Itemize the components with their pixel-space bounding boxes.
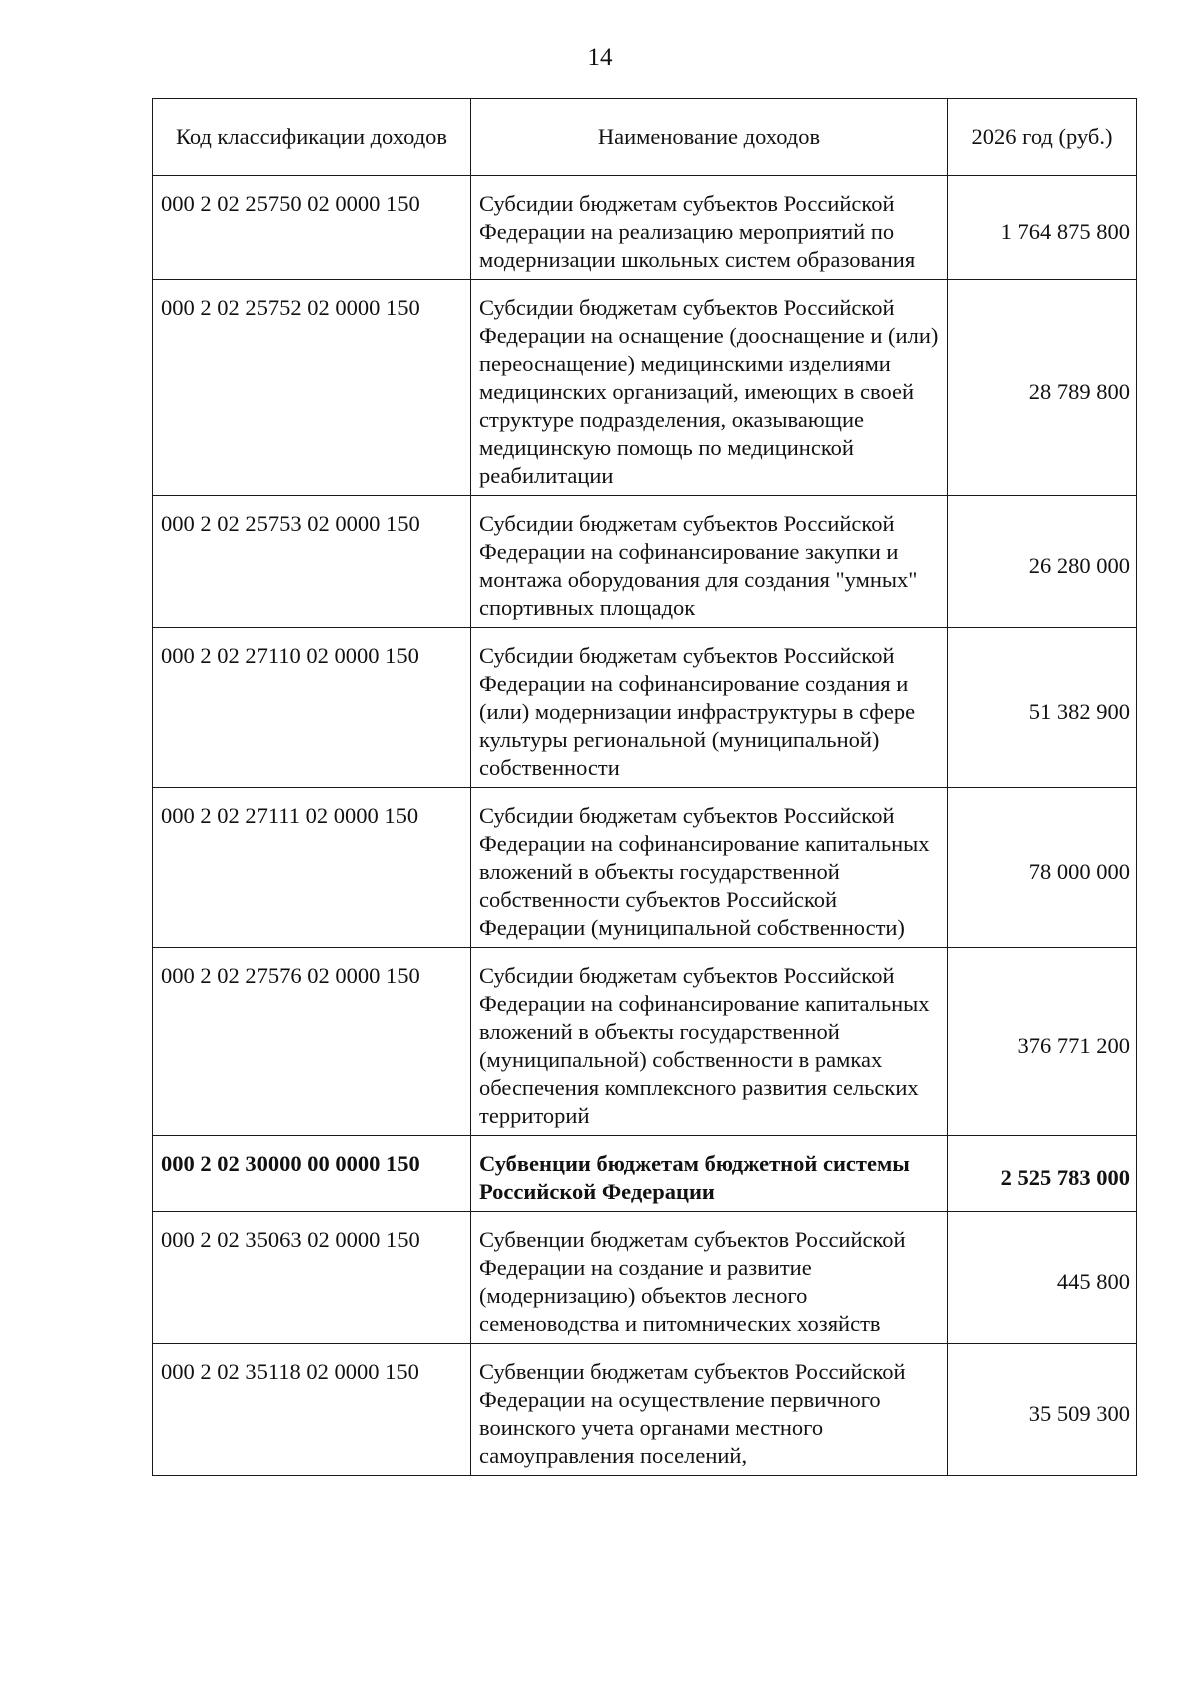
row-code: 000 2 02 27576 02 0000 150	[153, 948, 471, 1136]
table-row	[153, 628, 1137, 788]
row-amount: 78 000 000	[948, 788, 1137, 948]
table-row	[153, 948, 1137, 1136]
row-name: Субсидии бюджетам субъектов Российской Федерации на софинансирование создания и (или) модернизации инфраструктуры в сфере культуры региональной (муниципальной) собственности	[471, 628, 948, 788]
table-row-subtotal	[153, 1136, 1137, 1212]
row-amount: 51 382 900	[948, 628, 1137, 788]
row-code: 000 2 02 27111 02 0000 150	[153, 788, 471, 948]
row-code: 000 2 02 25752 02 0000 150	[153, 280, 471, 496]
row-amount: 26 280 000	[948, 496, 1137, 628]
row-code: 000 2 02 25753 02 0000 150	[153, 496, 471, 628]
row-name: Субсидии бюджетам субъектов Российской Федерации на софинансирование капитальных вложений в объекты государственной (муниципальной) собственности в рамках обеспечения комплексного развития сельских территорий	[471, 948, 948, 1136]
row-name: Субвенции бюджетам субъектов Российской Федерации на создание и развитие (модернизацию) объектов лесного семеноводства и питомнических хозяйств	[471, 1212, 948, 1344]
row-amount: 28 789 800	[948, 280, 1137, 496]
header-amount: 2026 год (руб.)	[948, 99, 1137, 176]
row-amount: 376 771 200	[948, 948, 1137, 1136]
page-number: 14	[587, 44, 613, 71]
table-row	[153, 1212, 1137, 1344]
row-code: 000 2 02 25750 02 0000 150	[153, 176, 471, 280]
table-row	[153, 1344, 1137, 1476]
row-name: Субсидии бюджетам субъектов Российской Федерации на оснащение (дооснащение и (или) переоснащение) медицинскими изделиями медицинских организаций, имеющих в своей структуре подразделения, оказывающие медицинскую помощь по медицинской реабилитации	[471, 280, 948, 496]
row-name: Субсидии бюджетам субъектов Российской Федерации на софинансирование закупки и монтажа оборудования для создания "умных" спортивных площадок	[471, 496, 948, 628]
table-row	[153, 496, 1137, 628]
header-code: Код классификации доходов	[153, 99, 471, 176]
row-name: Субсидии бюджетам субъектов Российской Федерации на софинансирование капитальных вложений в объекты государственной собственности субъектов Российской Федерации (муниципальной собственности)	[471, 788, 948, 948]
row-code: 000 2 02 27110 02 0000 150	[153, 628, 471, 788]
table-row	[153, 788, 1137, 948]
revenue-table	[152, 98, 1137, 1476]
row-amount: 2 525 783 000	[948, 1136, 1137, 1212]
table-row	[153, 280, 1137, 496]
row-amount: 1 764 875 800	[948, 176, 1137, 280]
header-name: Наименование доходов	[471, 99, 948, 176]
row-name: Субвенции бюджетам субъектов Российской Федерации на осуществление первичного воинского учета органами местного самоуправления поселений,	[471, 1344, 948, 1476]
row-amount: 35 509 300	[948, 1344, 1137, 1476]
row-code: 000 2 02 35118 02 0000 150	[153, 1344, 471, 1476]
row-code: 000 2 02 35063 02 0000 150	[153, 1212, 471, 1344]
table-row	[153, 176, 1137, 280]
row-code: 000 2 02 30000 00 0000 150	[153, 1136, 471, 1212]
row-name: Субсидии бюджетам субъектов Российской Федерации на реализацию мероприятий по модернизации школьных систем образования	[471, 176, 948, 280]
row-name: Субвенции бюджетам бюджетной системы Российской Федерации	[471, 1136, 948, 1212]
table-header-row	[153, 99, 1137, 176]
row-amount: 445 800	[948, 1212, 1137, 1344]
